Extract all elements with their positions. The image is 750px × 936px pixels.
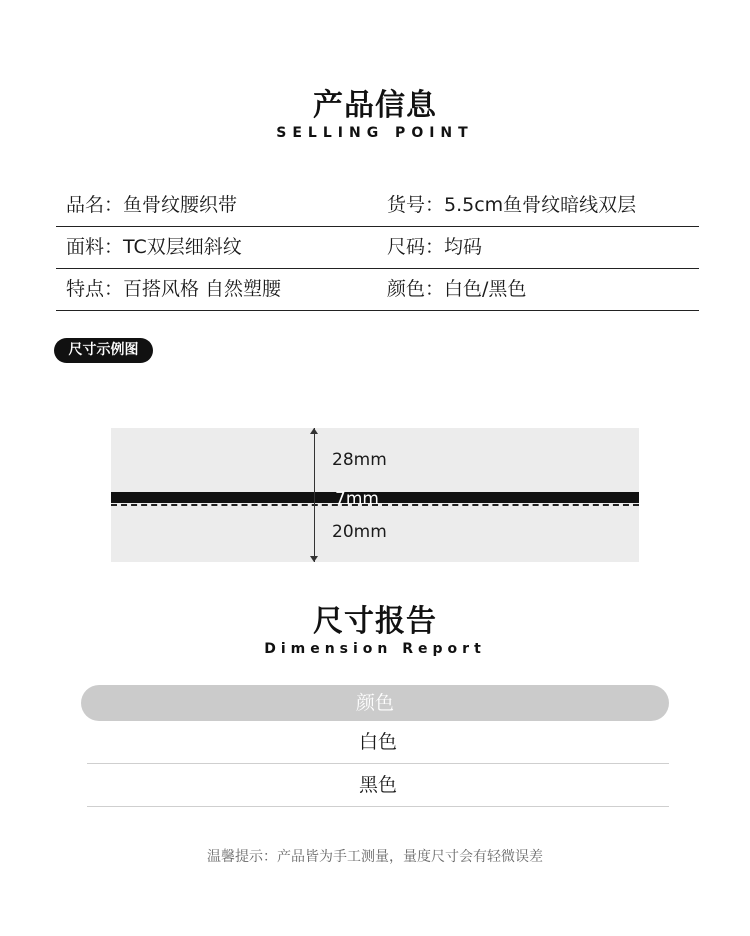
info-row xyxy=(56,269,699,311)
lower-measure-label: 20mm xyxy=(332,522,387,542)
info-row xyxy=(56,227,699,269)
info-size: 尺码：均码 xyxy=(387,236,483,258)
info-features: 特点：百搭风格 自然塑腰 xyxy=(66,278,282,300)
info-row xyxy=(56,185,699,227)
section-title-dimension-report: 尺寸报告 xyxy=(313,604,437,639)
info-fabric: 面料：TC双层细斜纹 xyxy=(66,236,242,258)
upper-measure-label: 28mm xyxy=(332,450,387,470)
table-row: 白色 xyxy=(87,721,669,764)
dimension-table-header: 颜色 xyxy=(81,685,669,721)
product-info-table xyxy=(56,185,699,311)
info-product-name: 品名：鱼骨纹腰织带 xyxy=(66,194,238,216)
table-row: 黑色 xyxy=(87,764,669,807)
measure-line xyxy=(314,428,315,562)
size-diagram xyxy=(111,428,639,562)
info-color: 颜色：白色/黑色 xyxy=(387,278,527,300)
section-title-product-info: 产品信息 xyxy=(313,88,437,123)
arrow-up-icon xyxy=(310,428,318,434)
middle-measure-label: 7mm xyxy=(335,489,379,509)
section-subtitle-dimension-report: Dimension Report xyxy=(264,641,486,657)
section-subtitle-selling-point: SELLING POINT xyxy=(276,125,474,141)
size-diagram-badge: 尺寸示例图 xyxy=(54,338,153,363)
info-item-number: 货号：5.5cm鱼骨纹暗线双层 xyxy=(387,194,637,216)
arrow-down-icon xyxy=(310,556,318,562)
dimension-table xyxy=(81,685,669,807)
measurement-note: 温馨提示：产品皆为手工测量，量度尺寸会有轻微误差 xyxy=(207,849,543,865)
